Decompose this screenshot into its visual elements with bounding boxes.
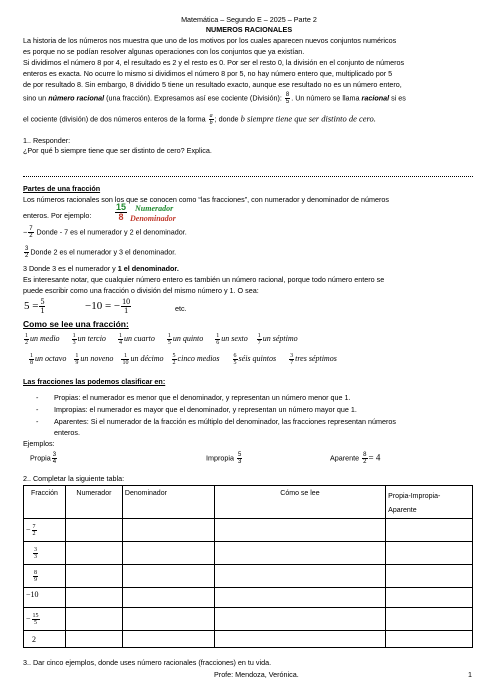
table-cell-fraction: − $\frac{15}{5}$: [24, 608, 66, 631]
reading-item: $\frac{1}{5}$ un quinto: [167, 333, 204, 346]
etc-label: etc.: [175, 304, 187, 313]
question-1-text: ¿Por qué b siempre tiene que ser distinto de cero? Explica.: [23, 145, 212, 155]
denominator-label: Denominador: [130, 214, 176, 223]
table-cell[interactable]: [65, 608, 122, 631]
equation-minus-10: −10 = − $\frac{10}{1}$: [85, 297, 131, 315]
table-row: [24, 631, 473, 648]
examples-label: Ejemplos:: [23, 439, 55, 448]
table-cell[interactable]: [122, 542, 214, 565]
reading-row-2: [28, 353, 337, 366]
footer-teacher: Profe: Mendoza, Verónica.: [214, 670, 299, 679]
dotted-separator: [23, 176, 473, 177]
intro-line-fraction: sino un número racional (una fracción). Expresamos así ese cociente (División): $\frac{8}{5}$ . Un número se llama racional si es: [23, 92, 406, 105]
reading-item: $\frac{5}{2}$ cinco medios: [172, 353, 220, 366]
question-3-label: 3.. Dar cinco ejemplos, donde uses número racionales (fracciones) en tu vida.: [23, 658, 272, 667]
partes-text: puede escribir como una fracción o división del mismo número y 1. O sea:: [23, 286, 259, 295]
reading-item: $\frac{6}{5}$ séis quintos: [233, 353, 277, 366]
table-cell-fraction: −10: [24, 588, 66, 608]
table-row: [24, 542, 473, 565]
question-2-label: 2.. Completar la siguiente tabla:: [23, 474, 125, 483]
table-cell-fraction: $\frac{3}{3}$: [24, 542, 66, 565]
table-cell[interactable]: [386, 608, 473, 631]
partes-text: enteros. Por ejemplo:: [23, 211, 92, 220]
table-cell[interactable]: [214, 588, 385, 608]
example-2-3: $\frac{3}{2}$ Donde 2 es el numerador y 3 el denominador.: [25, 246, 177, 259]
table-cell[interactable]: [65, 519, 122, 542]
table-cell[interactable]: [122, 608, 214, 631]
intro-line: de por resultado 8. Sin embargo, 8 dividido 5 tiene un resultado exacto, aunque ese resultado no es un número entero,: [23, 80, 402, 89]
question-1-label: 1.. Responder:: [23, 136, 71, 145]
table-cell[interactable]: [214, 631, 385, 648]
partes-text: Es interesante notar, que cualquier número entero es también un número racional, porque todo número entero se: [23, 275, 385, 284]
fraction-example-15-8: $\frac{15}{8}$: [116, 202, 127, 222]
reading-item: $\frac{1}{4}$ un cuarto: [118, 333, 155, 346]
intro-line: La historia de los números nos muestra que uno de los motivos por los cuales aparecen nuevos conjuntos numéricos: [23, 36, 397, 45]
classification-item: Propias: el numerador es menor que el denominador, y representan un número menor que 1.: [54, 393, 351, 402]
table-cell[interactable]: [214, 542, 385, 565]
table-cell[interactable]: [65, 565, 122, 588]
intro-line: es porque no se podían resolver algunas operaciones con los conjuntos que ya existían.: [23, 47, 305, 56]
table-cell[interactable]: [214, 519, 385, 542]
table-cell[interactable]: [386, 542, 473, 565]
reading-row-1: [23, 333, 298, 346]
table-cell[interactable]: [65, 542, 122, 565]
table-header-row: [24, 486, 473, 519]
table-cell-fraction: $\frac{8}{9}$: [24, 565, 66, 588]
bullet-dash: -: [36, 393, 39, 402]
table-cell[interactable]: [65, 588, 122, 608]
reading-item: $\frac{1}{9}$ un noveno: [75, 353, 114, 366]
section-heading-como: Como se lee una fracción:: [23, 319, 129, 329]
reading-item: $\frac{1}{8}$ un octavo: [30, 353, 67, 366]
table-cell[interactable]: [122, 588, 214, 608]
example-3: 3 Donde 3 es el numerador y 1 el denominador.: [23, 264, 179, 273]
table-cell[interactable]: [122, 519, 214, 542]
table-header: Fracción: [24, 486, 66, 519]
table-header: Numerador: [65, 486, 122, 519]
intro-line: enteros es exacta. No ocurre lo mismo si dividimos el número 8 por 5, no hay número entero que, multiplicado por 5: [23, 69, 393, 78]
table-cell[interactable]: [122, 565, 214, 588]
bullet-dash: -: [36, 417, 39, 426]
example-impropia: Impropia $\frac{5}{3}$: [206, 452, 242, 465]
fractions-table: [23, 485, 473, 648]
intro-line-definition: el cociente (división) de dos números enteros de la forma $\frac{a}{b}$ ; donde b siempre tiene que ser distinto de cero.: [23, 113, 376, 126]
section-heading-partes: Partes de una fracción: [23, 184, 101, 193]
table-cell[interactable]: [386, 519, 473, 542]
fraction-a-b: $\frac{a}{b}$: [209, 113, 213, 126]
page-number: 1: [468, 670, 472, 679]
table-cell[interactable]: [122, 631, 214, 648]
table-header: Cómo se lee: [214, 486, 385, 519]
reading-item: $\frac{1}{3}$ un tercio: [72, 333, 106, 346]
fraction-8-5: $\frac{8}{5}$: [285, 92, 290, 105]
section-heading-clasificar: Las fracciones las podemos clasificar en:: [23, 377, 166, 386]
table-header: Propia-Impropia- Aparente: [386, 486, 473, 519]
table-cell[interactable]: [386, 631, 473, 648]
classification-item: Aparentes: Si el numerador de la fracción es múltiplo del denominador, las fracciones representan números: [54, 417, 396, 426]
table-cell[interactable]: [386, 565, 473, 588]
table-row: [24, 565, 473, 588]
table-cell[interactable]: [65, 631, 122, 648]
table-row: [24, 588, 473, 608]
example-minus-7-2: − $\frac{7}{2}$ Donde - 7 es el numerador y 2 el denominador.: [23, 226, 187, 239]
reading-item: $\frac{3}{7}$ tres séptimos: [290, 353, 337, 366]
example-propia: Propia $\frac{3}{4}$: [30, 452, 57, 465]
table-cell[interactable]: [214, 565, 385, 588]
partes-text: Los números racionales son los que se conocen como “las fracciones”, con numerador y denominador de números: [23, 195, 389, 204]
table-cell[interactable]: [214, 608, 385, 631]
reading-item: $\frac{1}{6}$ un sexto: [216, 333, 248, 346]
numerator-label: Numerador: [135, 204, 174, 213]
document-subtitle: NUMEROS RACIONALES: [205, 25, 293, 34]
classification-item-cont: enteros.: [54, 428, 80, 437]
example-aparente: Aparente $\frac{8}{2}$ = 4: [330, 452, 381, 465]
reading-item: $\frac{1}{10}$ un décimo: [122, 353, 164, 366]
equation-5: 5 = $\frac{5}{1}$: [24, 297, 45, 315]
table-cell[interactable]: [386, 588, 473, 608]
table-row: [24, 519, 473, 542]
table-cell-fraction: − $\frac{7}{2}$: [24, 519, 66, 542]
reading-item: $\frac{1}{2}$ un medio: [25, 333, 60, 346]
intro-line: Si dividimos el número 8 por 4, el resultado es 2 y el resto es 0. Por ser el resto 0, la división en el conjunto de números: [23, 58, 405, 67]
table-cell-fraction: 2: [24, 631, 66, 648]
reading-item: $\frac{1}{7}$ un séptimo: [257, 333, 298, 346]
classification-item: Impropias: el numerador es mayor que el denominador, y representan un número mayor que 1.: [54, 405, 357, 414]
table-header: Denominador: [122, 486, 214, 519]
bullet-dash: -: [36, 405, 39, 414]
table-row: [24, 608, 473, 631]
document-title: Matemática – Segundo E – 2025 – Parte 2: [181, 15, 317, 24]
